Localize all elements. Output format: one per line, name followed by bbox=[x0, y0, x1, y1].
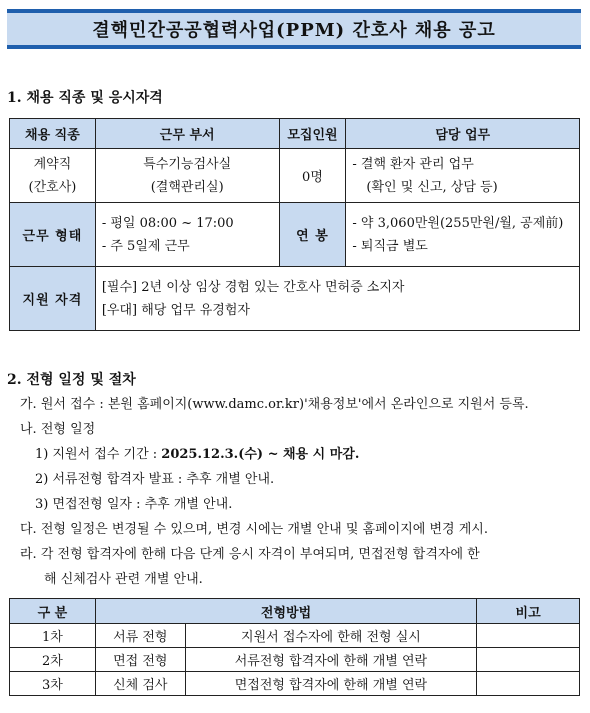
recruit-table bbox=[9, 118, 580, 331]
deadline: 2025.12.3.(수) ~ 채용 시 마감. bbox=[161, 447, 360, 462]
section2-heading: 2. 전형 일정 및 절차 bbox=[7, 372, 136, 388]
item-b: 나. 전형 일정 bbox=[20, 422, 96, 437]
job-type-cell: 계약직 (간호사) bbox=[10, 149, 96, 203]
dept-cell: 특수기능검사실 (결핵관리실) bbox=[95, 149, 279, 203]
note-cell bbox=[477, 672, 580, 696]
note-cell bbox=[477, 648, 580, 672]
header-method: 전형방법 bbox=[95, 599, 476, 624]
desc-cell: 서류전형 합격자에 한해 개별 연락 bbox=[185, 648, 476, 672]
item-a: 가. 원서 접수 : 본원 홈페이지(www.damc.or.kr)'채용정보'에서 온라인으로 지원서 등록. bbox=[20, 397, 529, 412]
table-row bbox=[10, 672, 580, 696]
item-b2: 2) 서류전형 합격자 발표 : 추후 개별 안내. bbox=[35, 472, 275, 487]
salary-label: 연 봉 bbox=[279, 203, 346, 267]
item-b1: 1) 지원서 접수 기간 : 2025.12.3.(수) ~ 채용 시 마감. bbox=[35, 447, 360, 462]
stage-cell: 1차 bbox=[10, 624, 96, 648]
desc-cell: 면접전형 합격자에 한해 개별 연락 bbox=[185, 672, 476, 696]
note-cell bbox=[477, 624, 580, 648]
header-stage: 구 분 bbox=[10, 599, 96, 624]
type-cell: 신체 검사 bbox=[95, 672, 185, 696]
duties-cell: - 결핵 환자 관리 업무 (확인 및 신고, 상담 등) bbox=[346, 149, 580, 203]
stage-cell: 2차 bbox=[10, 648, 96, 672]
header-count: 모집인원 bbox=[279, 119, 346, 149]
desc-cell: 지원서 접수자에 한해 전형 실시 bbox=[185, 624, 476, 648]
item-c: 다. 전형 일정은 변경될 수 있으며, 변경 시에는 개별 안내 및 홈페이지에 변경 게시. bbox=[20, 522, 488, 537]
qual-label: 지원 자격 bbox=[10, 267, 96, 331]
table-row bbox=[10, 624, 580, 648]
type-cell: 면접 전형 bbox=[95, 648, 185, 672]
type-cell: 서류 전형 bbox=[95, 624, 185, 648]
header-duties: 담당 업무 bbox=[346, 119, 580, 149]
work-cell: - 평일 08:00 ~ 17:00 - 주 5일제 근무 bbox=[95, 203, 279, 267]
salary-cell: - 약 3,060만원(255만원/월, 공제前) - 퇴직금 별도 bbox=[346, 203, 580, 267]
count-cell: 0명 bbox=[279, 149, 346, 203]
qual-cell: [필수] 2년 이상 임상 경험 있는 간호사 면허증 소지자 [우대] 해당 업무 유경험자 bbox=[95, 267, 579, 331]
procedure-table bbox=[9, 598, 580, 696]
header-note: 비고 bbox=[477, 599, 580, 624]
item-d2: 해 신체검사 관련 개별 안내. bbox=[44, 572, 203, 587]
section1-heading: 1. 채용 직종 및 응시자격 bbox=[7, 90, 163, 106]
table-row bbox=[10, 648, 580, 672]
stage-cell: 3차 bbox=[10, 672, 96, 696]
page-title: 결핵민간공공협력사업(PPM) 간호사 채용 공고 bbox=[7, 9, 581, 49]
item-d1: 라. 각 전형 합격자에 한해 다음 단계 응시 자격이 부여되며, 면접전형 합격자에 한 bbox=[20, 547, 480, 562]
header-job-type: 채용 직종 bbox=[10, 119, 96, 149]
item-b3: 3) 면접전형 일자 : 추후 개별 안내. bbox=[35, 497, 233, 512]
header-dept: 근무 부서 bbox=[95, 119, 279, 149]
work-label: 근무 형태 bbox=[10, 203, 96, 267]
